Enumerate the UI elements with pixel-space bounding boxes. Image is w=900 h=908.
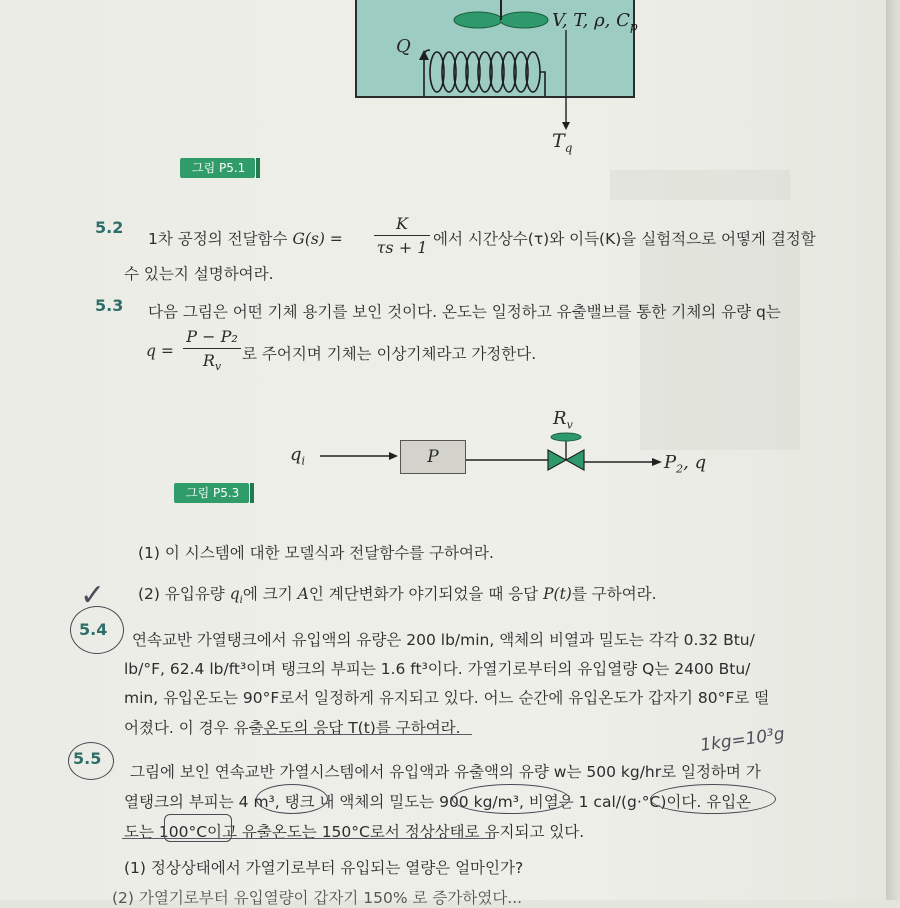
handwritten-circle [650, 784, 776, 814]
problem-5-5-line3: 도는 100°C이고 유출온도는 150°C로서 정상상태로 유지되고 있다. [124, 823, 585, 841]
problem-5-4-line2: lb/°F, 62.4 lb/ft³이며 탱크의 부피는 1.6 ft³이다. 가열기로부터의 유입열량 Q는 2400 Btu/ [124, 660, 751, 678]
transfer-function-fraction: $\frac{K}{\tau s + 1}$ [374, 214, 430, 257]
gas-vessel-box: P [400, 440, 466, 474]
handwritten-underline [262, 734, 472, 735]
figure-tag-p51: 그림 P5.1 [180, 158, 255, 178]
problem-5-4-line1: 연속교반 가열탱크에서 유입액의 유량은 200 lb/min, 액체의 비열과 밀도는 각각 0.32 Btu/ [132, 631, 755, 649]
heating-coil-icon [424, 50, 545, 96]
handwritten-circle [256, 784, 328, 814]
arrow-icon [652, 458, 662, 466]
flow-equation-fraction: $\frac{\text{P − P₂}}{R_v}$ [183, 327, 241, 373]
problem-5-3-sub1: (1) 이 시스템에 대한 모델식과 전달함수를 구하여라. [138, 544, 494, 562]
problem-5-2-line2: 수 있는지 설명하여라. [124, 265, 274, 283]
impeller-icon [454, 0, 548, 28]
problem-number-5-2: 5.2 [95, 218, 124, 237]
handwritten-check-icon: ✓ [80, 578, 106, 613]
handwritten-underline [122, 838, 494, 839]
problem-5-3-line1: 다음 그림은 어떤 기체 용기를 보인 것이다. 온도는 일정하고 유출밸브를 통한 기체의 유량 q는 [148, 303, 781, 321]
inlet-flow-label: $q_i$ [290, 444, 306, 468]
problem-5-5-sub1: (1) 정상상태에서 가열기로부터 유입되는 열량은 얼마인가? [124, 859, 524, 877]
problem-5-5-sub2: (2) 가열기로부터 유입열량이 갑자기 150% 로 증가하였다... [112, 889, 523, 907]
flow-equation-lhs: q = [146, 342, 174, 360]
problem-5-4-line4: 어졌다. 이 경우 유출온도의 응답 T(t)를 구하여라. [124, 719, 461, 737]
outlet-flow-label: $P_2$, q [664, 452, 707, 476]
gas-vessel-diagram [0, 400, 900, 490]
problem-5-2-line1-cont: 에서 시간상수(τ)와 이득(K)을 실험적으로 어떻게 결정할 [433, 230, 816, 248]
valve-icon [548, 433, 584, 470]
page-edge [886, 0, 900, 900]
handwritten-note: 1kg=10³g [699, 724, 786, 756]
problem-number-5-4: 5.4 [79, 620, 108, 639]
problem-number-5-5: 5.5 [73, 749, 102, 768]
problem-5-3-sub2: (2) 유입유량 $q_i$에 크기 A인 계단변화가 야기되었을 때 응답 P(t)를 구하여라. [138, 585, 657, 607]
tank-drawing [0, 0, 900, 200]
problem-5-5-line2: 열탱크의 부피는 4 m³, 탱크 내 액체의 밀도는 900 kg/m³, 비열은 1 cal/(g·°C)이다. 유입온 [124, 793, 752, 811]
problem-number-5-3: 5.3 [95, 296, 124, 315]
arrow-icon [389, 452, 398, 460]
tank-variables-label: V, T, ρ, $C_p$ [552, 10, 638, 34]
handwritten-circle [452, 784, 570, 814]
problem-5-2-line1: 1차 공정의 전달함수 G(s) = [148, 230, 343, 248]
heat-input-label: Q [396, 36, 411, 57]
problem-5-3-line2: 로 주어지며 기체는 이상기체라고 가정한다. [242, 345, 537, 363]
outlet-temperature-label: $T_q$ [552, 130, 573, 155]
valve-resistance-label: $R_v$ [553, 408, 573, 432]
thermocouple-line [562, 30, 570, 130]
problem-5-5-line1: 그림에 보인 연속교반 가열시스템에서 유입액과 유출액의 유량 w는 500 kg/hr로 일정하며 가 [130, 763, 761, 781]
heat-arrow-icon [419, 50, 429, 60]
problem-5-4-line3: min, 유입온도는 90°F로서 일정하게 유지되고 있다. 어느 순간에 유입온도가 갑자기 80°F로 떨 [124, 689, 770, 707]
figure-tag-p53: 그림 P5.3 [174, 483, 249, 503]
